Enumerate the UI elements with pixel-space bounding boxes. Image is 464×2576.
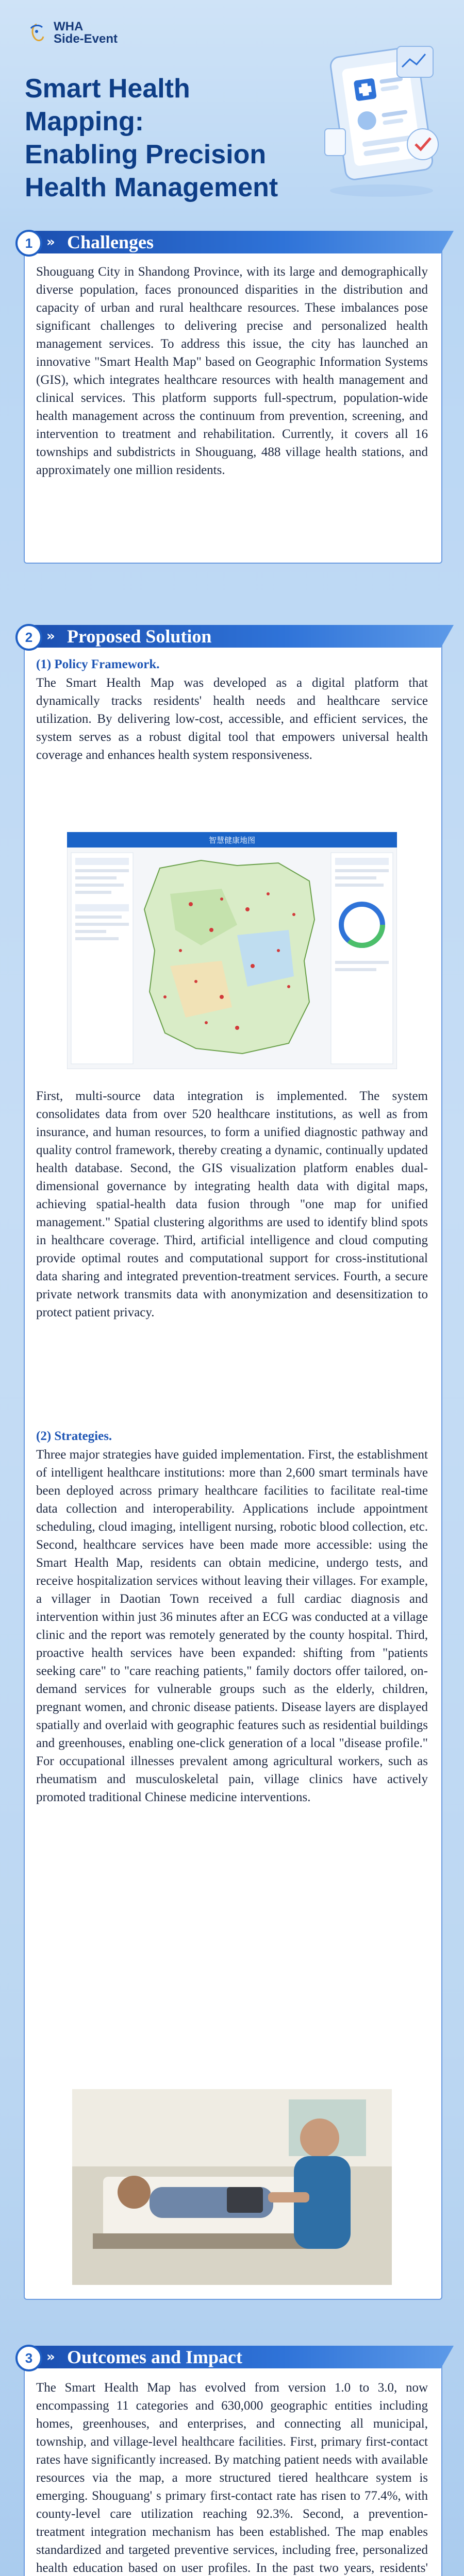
wha-emblem-icon: [25, 21, 48, 45]
clinic-photo: [72, 2089, 392, 2285]
smart-health-map-screenshot: [67, 832, 397, 1069]
section-header-challenges: [10, 226, 454, 257]
map-title: 智慧健康地图: [208, 836, 256, 845]
policy-paragraph: The Smart Health Map was developed as a digital platform that dynamically tracks residents' health needs and healthcare service utilization. By delivering low-cost, accessible, and efficient services, the system serves as a robust digital tool that empowers universal health coverage and enhances health system responsiveness.: [36, 676, 428, 762]
section-number: 1: [15, 230, 42, 257]
outcomes-paragraph: The Smart Health Map has evolved from version 1.0 to 3.0, now encompassing 11 categories and 630,000 geographic entities including homes, greenhouses, and enterprises, and connecting all municipal, township, and village-level healthcare facilities. First, primary first-contact rates have significantly increased. By matching patient needs with available resources via the map, a more structured tiered healthcare system is emerging. Shouguang' s primary first-contact rate has risen to 77.4%, with county-level care utilization reaching 92.3%. Second, a prevention-treatment integration mechanism has been established. The map enables standardized and targeted preventive services, including free, personalized health education based on user profiles. In the past two years, residents': [36, 2381, 428, 2575]
medical-tablet-illustration: [320, 36, 449, 201]
section-title: Challenges: [67, 232, 154, 252]
chevron-right-icon: »: [46, 629, 55, 644]
strategies-paragraph: Three major strategies have guided implementation. First, the establishment of intelligent healthcare institutions: more than 2,600 smart terminals have been deployed across primary healthcare facilities to facilitate real-time data collection and interoperability. Applications include appointment scheduling, cloud imaging, intelligent nursing, robotic blood collection, etc. Second, healthcare services have been made more accessible: using the Smart Health Map, residents can obtain medicine, undergo tests, and receive hospitalization services without leaving their villages. For example, a villager in Daotian Town received a full cardiac diagnosis and intervention within just 36 minutes after an ECG was conducted at a village clinic and the report was remotely generated by the county hospital. Third, proactive health services have been expanded: shifting from "patients seeking care" to "care reaching patients," family doctors offer tailored, on-demand services for vulnerable groups such as the elderly, children, pregnant women, and chronic disease patients. Disease layers are displayed spatially and overlaid with geographic features such as residential buildings and greenhouses, enabling one-click generation of a local "disease profile." For occupational illnesses prevalent among agricultural workers, such as rheumatism and musculoskeletal pain, village clinics have actively promoted traditional Chinese medicine interventions.: [36, 1448, 428, 1804]
page-title: [25, 72, 313, 204]
chevron-right-icon: »: [46, 234, 55, 250]
integration-paragraph: First, multi-source data integration is implemented. The system consolidates data from over 520 healthcare institutions, as well as from insurance, and human resources, to form a unified diagnostic pathway and quality control framework, thereby creating a dynamic, continually updated health database. Second, the GIS visualization platform enables dual-dimensional governance by integrating health data with digital maps, achieving spatial-health data fusion through "one map for unified management." Spatial clustering algorithms are used to identify blind spots in healthcare coverage. Third, artificial intelligence and cloud computing provide optimal routes and computational support for cross-institutional data sharing and integrated prevention-treatment services. Fourth, a secure private network transmits data with anonymization and desensitization to protect patient privacy.: [36, 1089, 428, 1319]
challenges-paragraph: Shouguang City in Shandong Province, with its large and demographically diverse population, faces pronounced disparities in the distribution and capacity of urban and rural healthcare resources. These imbalances pose significant challenges to delivering precise and personalized health management services. To address this issue, the city has launched an innovative "Smart Health Map" based on Geographic Information Systems (GIS), which integrates healthcare resources with health management and clinical services. This platform supports full-spectrum, population-wide health management across the continuum from prevention, screening, and intervention to treatment and rehabilitation. Currently, it covers all 16 townships and subdistricts in Shouguang, 488 village health stations, and approximately one million residents.: [36, 265, 428, 477]
title-line-2: Enabling Precision: [25, 140, 267, 170]
section-number: 3: [15, 2345, 42, 2371]
logo-line-2: Side-Event: [54, 32, 118, 46]
subheading-strategies: (2) Strategies.: [36, 1429, 112, 1443]
subheading-policy: (1) Policy Framework.: [36, 657, 160, 671]
page-header: [0, 0, 464, 227]
section-number: 2: [15, 624, 42, 651]
chevron-right-icon: »: [46, 2349, 55, 2365]
section-header-outcomes: [10, 2341, 454, 2371]
title-line-3: Health Management: [25, 173, 278, 202]
title-line-1: Smart Health Mapping:: [25, 74, 190, 137]
wha-logo: [25, 21, 118, 45]
section-title: Proposed Solution: [67, 626, 212, 647]
section-title: Outcomes and Impact: [67, 2347, 242, 2367]
logo-line-1: WHA: [54, 20, 84, 33]
section-header-solution: [10, 620, 454, 651]
